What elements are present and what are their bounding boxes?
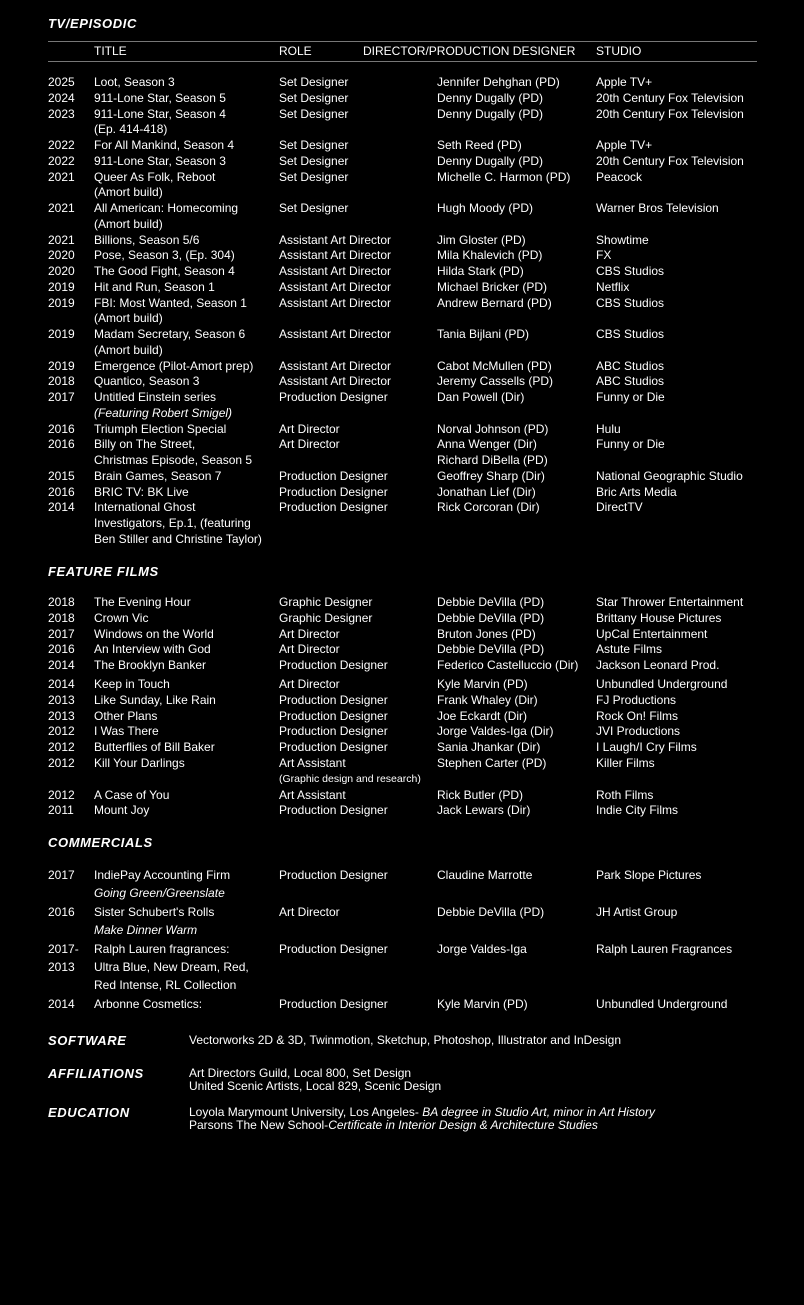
studio-cell: National Geographic Studio [596,468,743,483]
role-cell: Assistant Art Director [279,295,392,310]
director-cell: Mila Khalevich (PD) [437,248,543,263]
role-cell: Set Designer [279,169,349,184]
title-cell: Quantico, Season 3 [94,374,200,389]
studio-cell: Rock On! Films [596,708,679,723]
director-cell: Michelle C. Harmon (PD) [437,169,571,184]
director-cell: Debbie DeVilla (PD) [437,905,545,919]
role-cell: Production Designer [279,468,388,483]
year-cell: 2012 [48,787,75,802]
role-cell: Production Designer [279,724,388,739]
role-cell: Production Designer [279,942,388,956]
title-cell: Going Green/Greenslate [94,886,225,900]
affiliation-line-1: Art Directors Guild, Local 800, Set Design [189,1066,412,1080]
director-cell: Federico Castelluccio (Dir) [437,658,579,673]
title-cell: Pose, Season 3, (Ep. 304) [94,248,235,263]
header-rule-top [48,41,757,42]
director-cell: Richard DiBella (PD) [437,453,548,467]
studio-cell: Funny or Die [596,390,665,404]
title-cell: Ben Stiller and Christine Taylor) [94,531,262,546]
role-cell: Assistant Art Director [279,358,392,373]
director-cell: Tania Bijlani (PD) [437,327,530,341]
year-cell: 2022 [48,138,75,152]
header-rule-bottom [48,61,757,62]
director-cell: Stephen Carter (PD) [437,756,547,770]
director-cell: Rick Butler (PD) [437,787,524,802]
title-cell: FBI: Most Wanted, Season 1 [94,295,247,310]
title-cell: All American: Homecoming [94,201,239,215]
software-label: SOFTWARE [48,1033,127,1048]
role-cell: Production Designer [279,484,388,499]
director-cell: Debbie DeVilla (PD) [437,642,545,657]
year-cell: 2012 [48,740,75,755]
role-cell: Set Designer [279,201,349,215]
year-cell: 2014 [48,500,75,515]
role-cell: Art Director [279,905,340,919]
year-cell: 2016 [48,642,75,657]
title-cell: Ultra Blue, New Dream, Red, [94,960,249,974]
year-cell: 2016 [48,437,75,452]
title-cell: Billions, Season 5/6 [94,232,200,247]
commercials-section-title: COMMERCIALS [48,835,153,850]
director-cell: Hilda Stark (PD) [437,264,524,278]
role-cell: Assistant Art Director [279,264,392,278]
year-cell: 2012 [48,756,75,770]
year-cell: 2013 [48,708,75,723]
role-cell: (Graphic design and research) [279,772,421,785]
studio-cell: CBS Studios [596,295,665,310]
studio-cell: JVI Productions [596,724,681,739]
affiliation-line-2: United Scenic Artists, Local 829, Scenic Design [189,1079,442,1093]
year-cell: 2017 [48,868,75,882]
studio-cell: ABC Studios [596,374,665,389]
title-cell: Loot, Season 3 [94,75,175,89]
director-cell: Claudine Marrotte [437,868,533,882]
studio-cell: DirectTV [596,500,643,515]
title-cell: Madam Secretary, Season 6 [94,327,246,341]
title-cell: Billy on The Street, [94,437,196,452]
year-cell: 2013 [48,692,75,707]
year-cell: 2015 [48,468,75,483]
studio-cell: Killer Films [596,756,655,770]
studio-cell: Netflix [596,279,630,294]
role-cell: Production Designer [279,692,388,707]
column-header-title: TITLE [94,44,127,58]
director-cell: Andrew Bernard (PD) [437,295,552,310]
title-cell: Other Plans [94,708,158,723]
year-cell: 2016 [48,421,75,436]
title-cell: (Amort build) [94,216,163,231]
director-cell: Debbie DeVilla (PD) [437,610,545,625]
title-cell: Keep in Touch [94,677,170,691]
affiliations-label: AFFILIATIONS [48,1066,144,1081]
role-cell: Art Assistant [279,787,346,802]
column-header-studio: STUDIO [596,44,642,58]
title-cell: Kill Your Darlings [94,756,185,770]
title-cell: (Ep. 414-418) [94,122,168,137]
role-cell: Set Designer [279,90,349,105]
director-cell: Jeremy Cassells (PD) [437,374,554,389]
studio-cell: Apple TV+ [596,75,653,89]
education-line-2 [189,1119,598,1132]
role-cell: Art Assistant [279,756,346,770]
year-cell: 2014 [48,658,75,673]
studio-cell: CBS Studios [596,327,665,341]
director-cell: Denny Dugally (PD) [437,153,544,168]
title-cell: 911-Lone Star, Season 5 [94,90,226,105]
director-cell: Norval Johnson (PD) [437,421,549,436]
director-cell: Denny Dugally (PD) [437,106,544,121]
studio-cell: 20th Century Fox Television [596,106,744,121]
studio-cell: CBS Studios [596,264,665,278]
studio-cell: Bric Arts Media [596,484,677,499]
title-cell: Untitled Einstein series [94,390,217,404]
director-cell: Debbie DeVilla (PD) [437,595,545,609]
studio-cell: Hulu [596,421,621,436]
director-cell: Geoffrey Sharp (Dir) [437,468,545,483]
studio-cell: Park Slope Pictures [596,868,702,882]
director-cell: Bruton Jones (PD) [437,626,536,641]
role-cell: Assistant Art Director [279,279,392,294]
role-cell: Art Director [279,421,340,436]
studio-cell: 20th Century Fox Television [596,90,744,105]
year-cell: 2018 [48,595,75,609]
title-cell: The Brooklyn Banker [94,658,207,673]
title-cell: Windows on the World [94,626,214,641]
director-cell: Kyle Marvin (PD) [437,997,528,1011]
year-cell: 2018 [48,610,75,625]
year-cell: 2023 [48,106,75,121]
studio-cell: Star Thrower Entertainment [596,595,744,609]
studio-cell: Apple TV+ [596,138,653,152]
title-cell: Butterflies of Bill Baker [94,740,215,755]
studio-cell: I Laugh/I Cry Films [596,740,697,755]
tv-section-title: TV/EPISODIC [48,16,137,31]
studio-cell: Warner Bros Television [596,201,719,215]
year-cell: 2024 [48,90,75,105]
director-cell: Joe Eckardt (Dir) [437,708,528,723]
year-cell: 2017- [48,942,79,956]
director-cell: Cabot McMullen (PD) [437,358,552,373]
role-cell: Art Director [279,437,340,452]
role-cell: Production Designer [279,803,388,818]
year-cell: 2011 [48,803,74,818]
director-cell: Kyle Marvin (PD) [437,677,528,691]
year-cell: 2020 [48,248,75,263]
education-label: EDUCATION [48,1105,130,1120]
director-cell: Rick Corcoran (Dir) [437,500,540,515]
director-cell: Seth Reed (PD) [437,138,522,152]
year-cell: 2021 [48,169,75,184]
title-cell: Crown Vic [94,610,149,625]
education-line-2-certificate: Certificate in Interior Design & Architecture Studies [328,1118,598,1132]
title-cell: Hit and Run, Season 1 [94,279,215,294]
director-cell: Anna Wenger (Dir) [437,437,537,452]
studio-cell: Unbundled Underground [596,677,728,691]
year-cell: 2019 [48,279,75,294]
studio-cell: Funny or Die [596,437,665,452]
title-cell: Arbonne Cosmetics: [94,997,203,1011]
title-cell: 911-Lone Star, Season 3 [94,153,226,168]
title-cell: Mount Joy [94,803,150,818]
director-cell: Jack Lewars (Dir) [437,803,531,818]
title-cell: Queer As Folk, Reboot [94,169,216,184]
year-cell: 2014 [48,677,75,691]
director-cell: Sania Jhankar (Dir) [437,740,541,755]
studio-cell: UpCal Entertainment [596,626,708,641]
title-cell: (Featuring Robert Smigel) [94,405,233,420]
role-cell: Production Designer [279,997,388,1011]
title-cell: 911-Lone Star, Season 4 [94,106,226,121]
title-cell: (Amort build) [94,185,163,200]
title-cell: IndiePay Accounting Firm [94,868,231,882]
year-cell: 2021 [48,232,75,247]
director-cell: Dan Powell (Dir) [437,390,525,404]
year-cell: 2020 [48,264,75,278]
features-section-title: FEATURE FILMS [48,564,159,579]
studio-cell: Astute Films [596,642,663,657]
year-cell: 2019 [48,327,75,341]
studio-cell: ABC Studios [596,358,665,373]
education-line-2-main: Parsons The New School- [189,1118,329,1132]
title-cell: (Amort build) [94,311,163,326]
year-cell: 2017 [48,390,75,404]
role-cell: Assistant Art Director [279,327,392,341]
studio-cell: Jackson Leonard Prod. [596,658,720,673]
studio-cell: Roth Films [596,787,654,802]
title-cell: International Ghost [94,500,196,515]
year-cell: 2022 [48,153,75,168]
role-cell: Production Designer [279,390,388,404]
studio-cell: Unbundled Underground [596,997,728,1011]
director-cell: Denny Dugally (PD) [437,90,544,105]
role-cell: Assistant Art Director [279,248,392,263]
director-cell: Jennifer Dehghan (PD) [437,75,560,89]
role-cell: Assistant Art Director [279,374,392,389]
column-header-director: DIRECTOR/PRODUCTION DESIGNER [363,44,576,58]
year-cell: 2017 [48,626,75,641]
year-cell: 2013 [48,960,75,974]
role-cell: Set Designer [279,75,349,89]
title-cell: The Evening Hour [94,595,191,609]
director-cell: Jonathan Lief (Dir) [437,484,536,499]
role-cell: Set Designer [279,106,349,121]
title-cell: Christmas Episode, Season 5 [94,453,253,467]
year-cell: 2019 [48,295,75,310]
education-line-1-main: Loyola Marymount University, Los Angeles- [189,1105,423,1119]
studio-cell: Brittany House Pictures [596,610,722,625]
title-cell: (Amort build) [94,342,163,357]
director-cell: Jorge Valdes-Iga [437,942,527,956]
title-cell: An Interview with God [94,642,211,657]
title-cell: Emergence (Pilot-Amort prep) [94,358,254,373]
year-cell: 2016 [48,484,75,499]
studio-cell: Showtime [596,232,649,247]
title-cell: A Case of You [94,787,170,802]
year-cell: 2014 [48,997,75,1011]
title-cell: Red Intense, RL Collection [94,978,237,992]
role-cell: Set Designer [279,138,349,152]
studio-cell: Indie City Films [596,803,679,818]
title-cell: BRIC TV: BK Live [94,484,189,499]
column-header-role: ROLE [279,44,312,58]
role-cell: Art Director [279,677,340,691]
year-cell: 2018 [48,374,75,389]
studio-cell: 20th Century Fox Television [596,153,744,168]
title-cell: Brain Games, Season 7 [94,468,222,483]
studio-cell: FJ Productions [596,692,677,707]
role-cell: Production Designer [279,500,388,515]
role-cell: Graphic Designer [279,610,373,625]
year-cell: 2016 [48,905,75,919]
title-cell: Sister Schubert's Rolls [94,905,215,919]
role-cell: Graphic Designer [279,595,373,609]
studio-cell: FX [596,248,612,263]
title-cell: For All Mankind, Season 4 [94,138,235,152]
education-line-1-degree: BA degree in Studio Art, minor in Art History [422,1105,655,1119]
role-cell: Production Designer [279,868,388,882]
title-cell: Investigators, Ep.1, (featuring [94,516,251,530]
role-cell: Production Designer [279,658,388,673]
year-cell: 2019 [48,358,75,373]
title-cell: Make Dinner Warm [94,923,198,937]
role-cell: Production Designer [279,708,388,723]
studio-cell: JH Artist Group [596,905,678,919]
role-cell: Art Director [279,626,340,641]
director-cell: Frank Whaley (Dir) [437,692,538,707]
title-cell: Like Sunday, Like Rain [94,692,216,707]
year-cell: 2012 [48,724,75,739]
software-value: Vectorworks 2D & 3D, Twinmotion, Sketchup, Photoshop, Illustrator and InDesign [189,1033,621,1047]
director-cell: Hugh Moody (PD) [437,201,534,215]
year-cell: 2025 [48,75,75,89]
title-cell: I Was There [94,724,159,739]
role-cell: Art Director [279,642,340,657]
studio-cell: Ralph Lauren Fragrances [596,942,733,956]
title-cell: Triumph Election Special [94,421,227,436]
role-cell: Production Designer [279,740,388,755]
director-cell: Jorge Valdes-Iga (Dir) [437,724,554,739]
director-cell: Jim Gloster (PD) [437,232,526,247]
role-cell: Set Designer [279,153,349,168]
title-cell: Ralph Lauren fragrances: [94,942,230,956]
title-cell: The Good Fight, Season 4 [94,264,235,278]
role-cell: Assistant Art Director [279,232,392,247]
director-cell: Michael Bricker (PD) [437,279,548,294]
year-cell: 2021 [48,201,75,215]
studio-cell: Peacock [596,169,643,184]
